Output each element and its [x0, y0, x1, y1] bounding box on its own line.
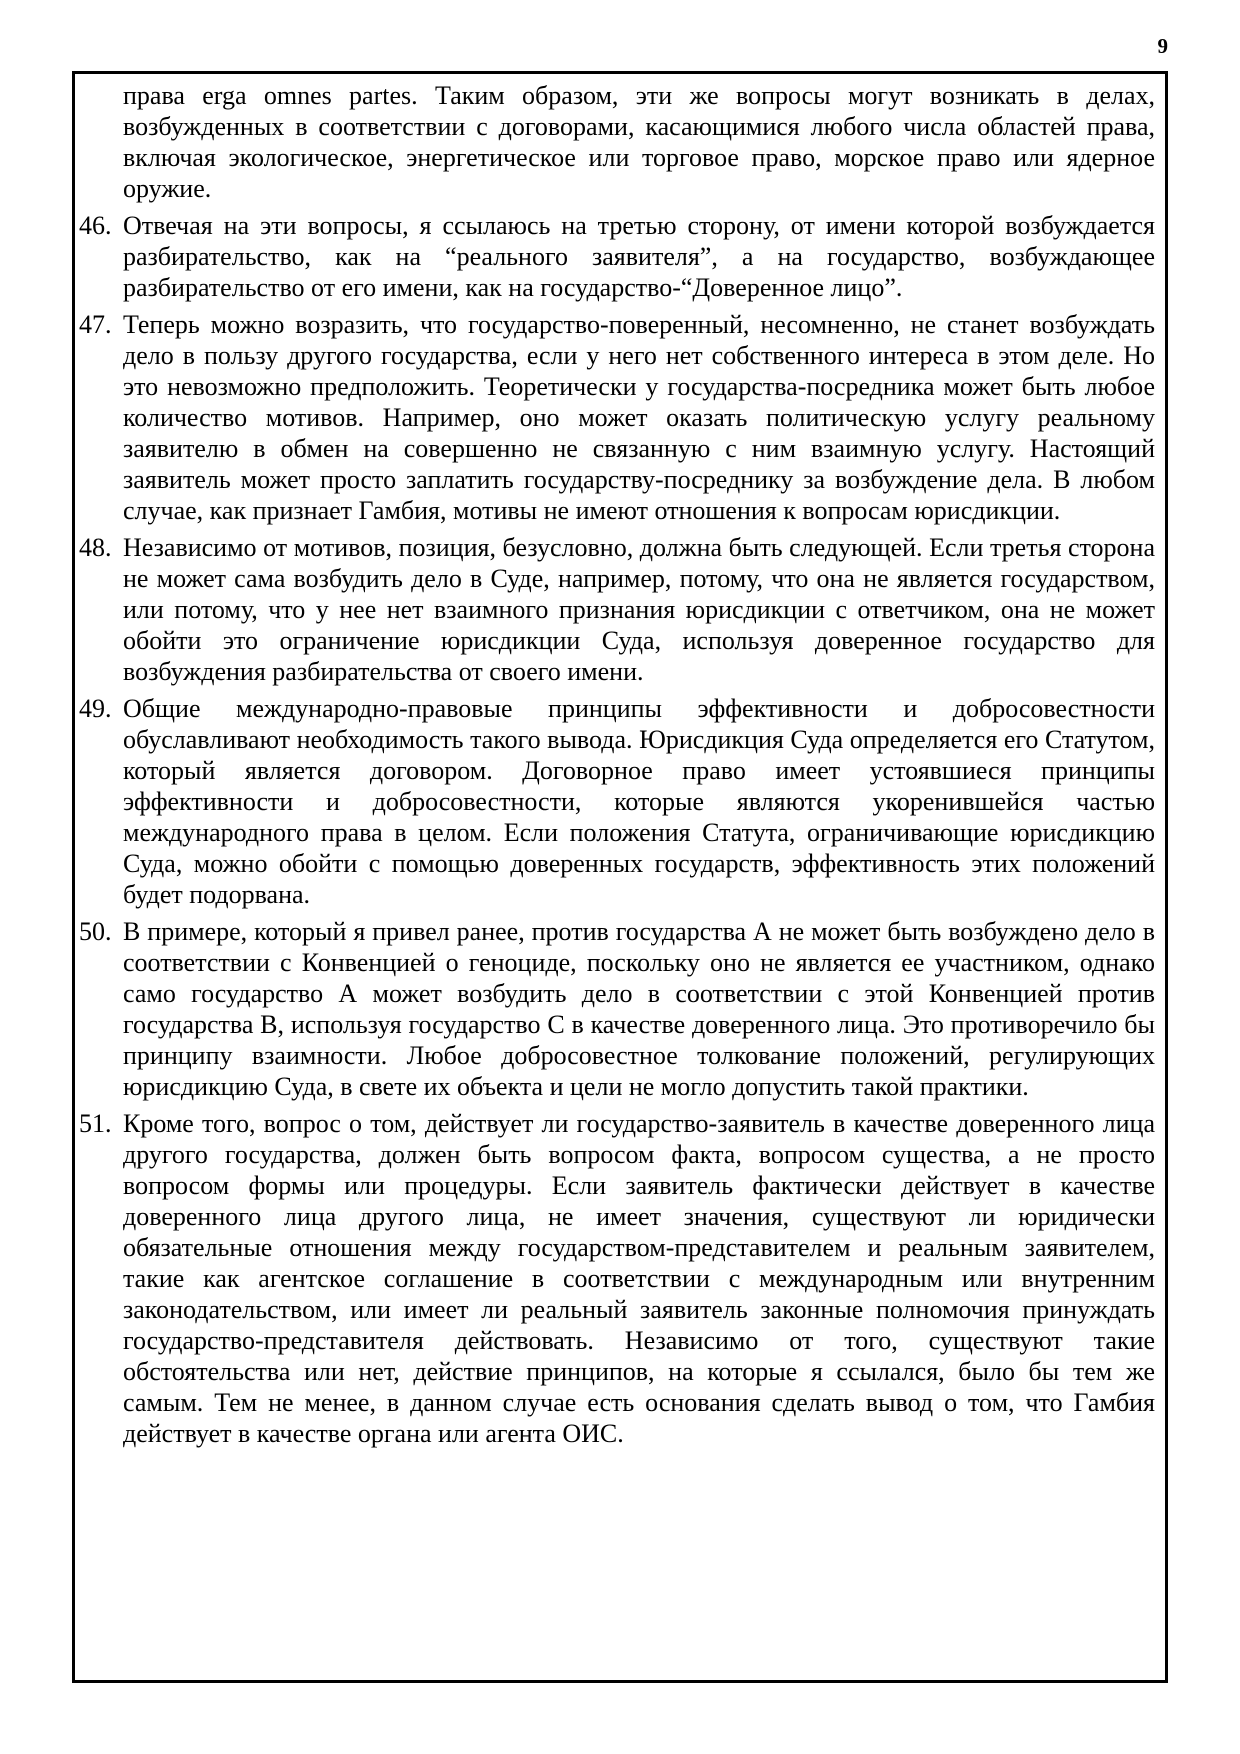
paragraph-number: 49. — [79, 694, 112, 723]
paragraph-text: Теперь можно возразить, что государство-поверенный, несомненно, не станет возбуждать дело в пользу другого государства, если у него нет собственного интереса в этом деле. Но это невозможно предположить. Теоретически у государства-посредника может быть любое количество мотивов. Например, оно может оказать политическую услугу реальному заявителю в обмен на совершенно не связанную с ним взаимную услугу. Настоящий заявитель может просто заплатить государству-посреднику за возбуждение дела. В любом случае, как признает Гамбия, мотивы не имеют отношения к вопросам юрисдикции. — [123, 310, 1155, 525]
paragraph-text: В примере, который я привел ранее, против государства А не может быть возбуждено дело в соответствии с Конвенцией о геноциде, поскольку оно не является ее участником, однако само государство А может возбудить дело в соответствии с этой Конвенцией против государства B, используя государство C в качестве доверенного лица. Это противоречило бы принципу взаимности. Любое добросовестное толкование положений, регулирующих юрисдикцию Суда, в свете их объекта и цели не могло допустить такой практики. — [123, 917, 1155, 1101]
paragraph-49 — [79, 693, 1155, 910]
paragraph-50 — [79, 916, 1155, 1102]
paragraph-number: 47. — [79, 310, 112, 339]
paragraph-text: Независимо от мотивов, позиция, безусловно, должна быть следующей. Если третья сторона не может сама возбудить дело в Суде, например, потому, что она не является государством, или потому, что у нее нет взаимного признания юрисдикции с ответчиком, она не может обойти это ограничение юрисдикции Суда, используя доверенное государство для возбуждения разбирательства от своего имени. — [123, 533, 1155, 686]
paragraph-text: Отвечая на эти вопросы, я ссылаюсь на третью сторону, от имени которой возбуждается разбирательство, как на “реального заявителя”, а на государство, возбуждающее разбирательство от его имени, как на государство-“Доверенное лицо”. — [123, 211, 1155, 302]
continuation-paragraph: права erga omnes partes. Таким образом, эти же вопросы могут возникать в делах, возбужденных в соответствии с договорами, касающимися любого числа областей права, включая экологическое, энергетическое или торговое право, морское право или ядерное оружие. — [123, 81, 1155, 203]
document-frame — [72, 71, 1168, 1683]
paragraph-47 — [79, 309, 1155, 526]
paragraph-number: 50. — [79, 917, 112, 946]
paragraph-51 — [79, 1108, 1155, 1449]
paragraph-number: 48. — [79, 533, 112, 562]
paragraph-48 — [79, 532, 1155, 687]
paragraph-text: Общие международно-правовые принципы эффективности и добросовестности обуславливают необходимость такого вывода. Юрисдикция Суда определяется его Статутом, который является договором. Договорное право имеет устоявшиеся принципы эффективности и добросовестности, которые являются укоренившейся частью международного права в целом. Если положения Статута, ограничивающие юрисдикцию Суда, можно обойти с помощью доверенных государств, эффективность этих положений будет подорвана. — [123, 694, 1155, 909]
page-number: 9 — [1157, 34, 1168, 58]
paragraph-number: 51. — [79, 1109, 112, 1138]
paragraph-number: 46. — [79, 211, 112, 240]
paragraph-46 — [79, 210, 1155, 303]
paragraph-text: Кроме того, вопрос о том, действует ли государство-заявитель в качестве доверенного лица другого государства, должен быть вопросом факта, вопросом существа, а не просто вопросом формы или процедуры. Если заявитель фактически действует в качестве доверенного лица другого лица, не имеет значения, существуют ли юридически обязательные отношения между государством-представителем и реальным заявителем, такие как агентское соглашение в соответствии с международным или внутренним законодательством, или имеет ли реальный заявитель законные полномочия принуждать государство-представителя действовать. Независимо от того, существуют такие обстоятельства или нет, действие принципов, на которые я ссылался, было бы тем же самым. Тем не менее, в данном случае есть основания сделать вывод о том, что Гамбия действует в качестве органа или агента ОИС. — [123, 1109, 1155, 1448]
